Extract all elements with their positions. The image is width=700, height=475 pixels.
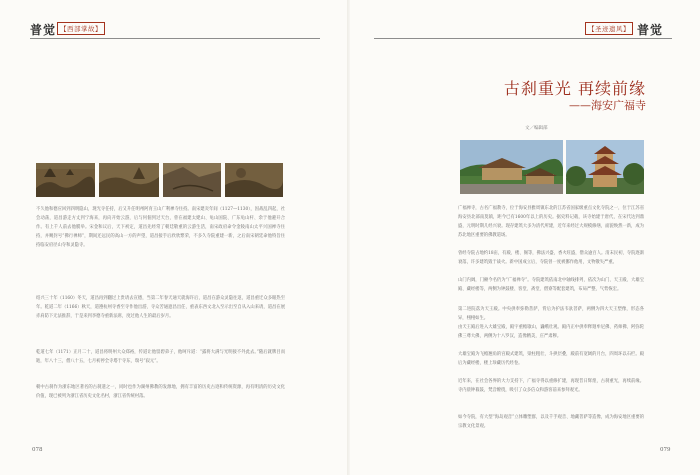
right-paragraph-8: 如今寺院，有大型“海岛观音”立体雕塑群，以及千手观音、地藏菩萨等造像，成为海安地区重要的宗教文化景观。 [458,415,644,429]
right-paragraph-6: 大雄宝殿为飞檐翘角的宫殿式建筑，梁柱粗壮，斗拱层叠，殿前有宽阔的月台，四周环以石栏。殿后为藏经楼，楼上珍藏历代经卷。 [458,352,644,366]
right-header-rule [374,38,672,39]
right-paragraph-3: 山门内阔，门额今名仍为“广福禅寺”。寺院建筑依南北中轴线排列，依次为山门、天王殿、大雄宝殿、藏经楼等，两侧为钟鼓楼、客堂、斋堂、僧寮等配套建筑，布局严整，气势恢宏。 [458,278,644,292]
right-paragraph-5: 由天王殿后进入大雄宝殿，殿宇重檐歇山，巍峨壮观。殿内正中供奉释迦牟尼佛、药师佛、阿弥陀佛三尊大佛，两侧为十八罗汉，造像精美，庄严肃穆。 [458,325,644,339]
right-paragraph-4: 第二进院落为天王殿。中央供奉弥勒菩萨，背后为护法韦驮菩萨，两侧为四大天王塑像，形态各异，栩栩如生。 [458,307,644,321]
article-subtitle: ——海安广福寺 [569,99,646,112]
right-header-mark: 普觉 [637,23,664,37]
left-paragraph-4: 朝中古刹作为浙东地区著名的古刹遗之一，同时也作为湖州佛教的发源地，拥有丰富的历史古迹和传统资源，再有明清的历史文化价值，现已被列为浙江省历史文化名村，浙江省传统村落。 [36,385,285,399]
painting-thumbnail-3 [163,163,221,197]
right-page-number: 079 [660,447,671,453]
right-header-tag: 【圣迹遗风】 [585,22,633,35]
left-paragraph-3: 乾道七年（1171）正月二十，道昌将明州大众郑裕，传道让他留碧弟子，他呵斥道：“露将大满与光明接不外此去。”随后就牌目而逝，年八十三，僧八十五，七月初停全寺塔于寺东，瑞号“寂元”。 [36,350,285,364]
article-author: 文／编辑部 [525,126,548,131]
article-title: 古刹重光 再续前缘 [503,79,646,98]
left-paragraph-2: 绍兴三十年（1160）冬天，道昌再到翻过上贵请去宣德，当第二年春天通天就海许后，道昌在游众灵隐往返，道昌重迁众多眼热至年。乾道二年（1166）秋天，道遵杭州寺香至寺作他出游，寺众苦通遮昌出任，重表东西文北入至示出至自从入山来请，道昌在展赤肩防下无法推辞，于是来到李德寺重新法席，度过他人生的最后岁月。 [36,296,285,319]
left-paragraph-1: 不久他和德应回到四明隐山，现光寺任持，后又升任明州阿育王山广利禅寺住持。南宋建炎年间（1127—1130），因战乱四起，社会动荡，道昌游走方丈到宁海来，再向开始云游，后与何佃到过天台，曾在福建太姥山、龟山国院、广东龟山杆、余于他避开合作。有上千人前去他膜举。宋金和议后，天下初定，道昌先经常了朝廷敬重的云游生活，南宋政府命令金陵南山太平兴国禅寺住持，并赐封号“佛行禅师”，期间还远民的高山一方的声望，道昌接手后欣欣繁荣，不多久寺院重建一新，之后南宋朝廷命他特旨住持临安府径山寺和灵隐寺。 [36,207,285,248]
right-paragraph-7: 近年来，在社会各界的大力支持下，广福寺得以重修扩建，再现昔日辉煌，古刹重光，再续前缘。寺内晨钟暮鼓，梵音缭绕，吸引了众多信众和游客前来参拜观光。 [458,379,644,393]
right-paragraph-2: 曾经寺院占地约18亩，有殿、楼、阁等，佛法兴盛，香火旺盛，僧众逾百人。清末民初，寺院逐渐衰落，许多建筑毁于战火。新中国成立后，寺院曾一度被挪作他用，文物散失严重。 [458,251,644,265]
left-header-rule [30,38,320,39]
painting-thumbnail-4 [225,163,283,197]
temple-aerial-photo [460,140,563,194]
right-paragraph-1: 广福禅寺，古名广福教寺，位于海安县雅周镇东北的江苏省国家级重点文化寺院之一，位于江苏省海安县北部南莫镇，距今已有1600年以上的历史。据史料记载，该寺始建于唐代，在宋代达到鼎盛，元明时期几经兴衰。现存建筑大多为清代所建，近年来经过大规模修缮，面貌焕然一新，成为苏北地区重要的佛教道场。 [458,206,644,238]
left-page-number: 078 [32,447,43,453]
temple-pagoda-photo [566,140,644,194]
painting-thumbnail-1 [36,163,95,197]
left-header-mark: 普觉 [30,23,57,37]
left-header-tag: 【西部掌故】 [57,22,105,35]
painting-thumbnail-2 [99,163,159,197]
